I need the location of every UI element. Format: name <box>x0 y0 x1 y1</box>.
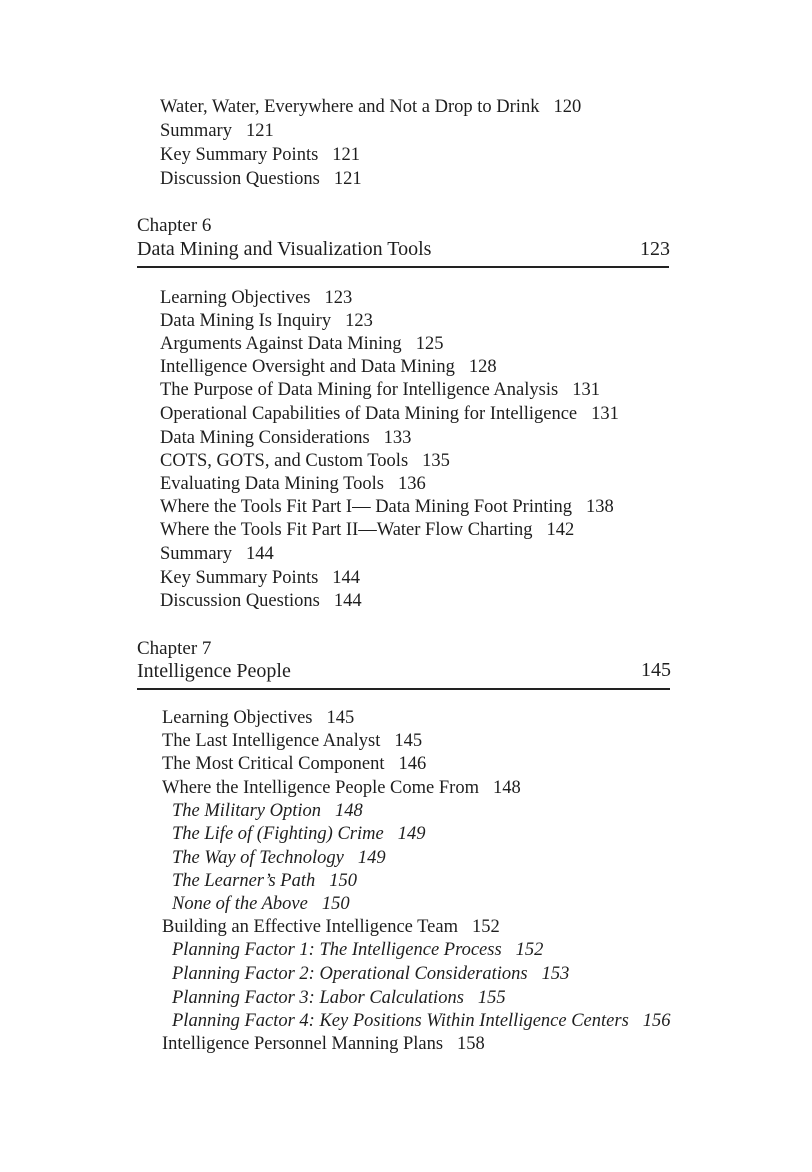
toc-entry <box>162 1033 485 1055</box>
toc-entry <box>160 519 574 541</box>
entry-page: 156 <box>642 1011 671 1031</box>
entry-title: The Purpose of Data Mining for Intelligence Analysis <box>160 380 559 400</box>
entry-page: 133 <box>383 428 412 448</box>
entry-page: 148 <box>335 801 363 821</box>
entry-page: 131 <box>572 380 600 400</box>
entry-page: 120 <box>553 97 582 117</box>
entry-title: Intelligence Oversight and Data Mining <box>160 357 455 377</box>
entry-title: Building an Effective Intelligence Team <box>162 917 458 937</box>
toc-entry <box>160 356 497 378</box>
toc-entry <box>160 144 360 166</box>
toc-entry <box>160 403 619 425</box>
entry-title: Summary <box>160 121 232 141</box>
entry-page: 150 <box>329 871 357 891</box>
entry-title: Key Summary Points <box>160 568 319 588</box>
entry-title: Discussion Questions <box>160 169 320 189</box>
entry-page: 153 <box>541 964 570 984</box>
entry-page: 123 <box>324 288 353 308</box>
toc-entry <box>162 753 426 775</box>
entry-page: 146 <box>398 754 427 774</box>
entry-page: 149 <box>397 824 426 844</box>
entry-title: The Last Intelligence Analyst <box>162 731 381 751</box>
entry-title: Arguments Against Data Mining <box>160 334 402 354</box>
entry-title: Data Mining Is Inquiry <box>160 311 332 331</box>
entry-title: Evaluating Data Mining Tools <box>160 474 384 494</box>
entry-title: Summary <box>160 544 232 564</box>
entry-page: 145 <box>326 708 355 728</box>
entry-title: Key Summary Points <box>160 145 319 165</box>
toc-subentry <box>172 847 386 869</box>
entry-title: Where the Tools Fit Part I— Data Mining Foot Printing <box>160 497 573 517</box>
toc-subentry <box>172 987 506 1009</box>
entry-page: 155 <box>477 988 506 1008</box>
entry-page: 138 <box>586 497 614 517</box>
toc-entry <box>160 120 274 142</box>
chapter-divider <box>137 266 669 268</box>
toc-entry <box>160 496 614 518</box>
toc-entry <box>160 287 352 309</box>
entry-title: The Life of (Fighting) Crime <box>172 824 384 844</box>
toc-entry <box>162 707 354 729</box>
entry-page: 149 <box>357 848 386 868</box>
entry-page: 150 <box>321 894 350 914</box>
entry-page: 121 <box>245 121 274 141</box>
entry-title: The Military Option <box>172 801 322 821</box>
toc-entry <box>160 427 411 449</box>
toc-entry <box>160 96 581 118</box>
entry-title: Where the Intelligence People Come From <box>162 778 479 798</box>
entry-title: Discussion Questions <box>160 591 320 611</box>
toc-subentry <box>172 893 350 915</box>
entry-page: 136 <box>397 474 426 494</box>
chapter-page: 123 <box>640 238 670 260</box>
entry-title: Data Mining Considerations <box>160 428 370 448</box>
entry-page: 144 <box>245 544 274 564</box>
entry-page: 142 <box>546 520 575 540</box>
entry-page: 121 <box>333 169 362 189</box>
entry-page: 144 <box>333 591 362 611</box>
entry-title: Learning Objectives <box>162 708 313 728</box>
entry-title: Where the Tools Fit Part II—Water Flow Charting <box>160 520 533 540</box>
toc-entry <box>160 473 426 495</box>
toc-entry <box>160 333 443 355</box>
entry-title: Planning Factor 1: The Intelligence Process <box>172 940 502 960</box>
entry-title: Planning Factor 2: Operational Considerations <box>172 964 528 984</box>
chapter-title: Data Mining and Visualization Tools <box>137 238 432 260</box>
entry-page: 152 <box>471 917 500 937</box>
entry-page: 135 <box>422 451 450 471</box>
entry-title: The Most Critical Component <box>162 754 385 774</box>
entry-title: Planning Factor 4: Key Positions Within Intelligence Centers <box>172 1011 629 1031</box>
entry-page: 158 <box>457 1034 485 1054</box>
entry-page: 152 <box>515 940 544 960</box>
toc-entry <box>160 310 373 332</box>
entry-page: 128 <box>468 357 497 377</box>
entry-title: Learning Objectives <box>160 288 311 308</box>
entry-page: 131 <box>591 404 619 424</box>
toc-subentry <box>172 1010 671 1032</box>
toc-subentry <box>172 870 357 892</box>
toc-entry <box>160 543 274 565</box>
entry-page: 121 <box>332 145 361 165</box>
chapter-label: Chapter 7 <box>137 638 212 659</box>
entry-page: 148 <box>492 778 521 798</box>
toc-subentry <box>172 939 543 961</box>
toc-entry <box>162 777 521 799</box>
toc-entry <box>160 590 362 612</box>
toc-entry <box>162 916 500 938</box>
toc-entry <box>162 730 422 752</box>
entry-title: The Way of Technology <box>172 848 344 868</box>
chapter-label: Chapter 6 <box>137 215 212 236</box>
entry-title: Intelligence Personnel Manning Plans <box>162 1034 444 1054</box>
toc-entry <box>160 567 360 589</box>
entry-title: None of the Above <box>172 894 308 914</box>
entry-title: COTS, GOTS, and Custom Tools <box>160 451 409 471</box>
entry-title: The Learner’s Path <box>172 871 316 891</box>
entry-page: 125 <box>415 334 444 354</box>
toc-subentry <box>172 823 425 845</box>
toc-subentry <box>172 963 569 985</box>
entry-page: 123 <box>345 311 373 331</box>
entry-page: 145 <box>394 731 423 751</box>
entry-title: Operational Capabilities of Data Mining for Intelligence <box>160 404 578 424</box>
toc-entry <box>160 450 450 472</box>
entry-page: 144 <box>332 568 361 588</box>
chapter-title: Intelligence People <box>137 660 291 682</box>
entry-title: Planning Factor 3: Labor Calculations <box>172 988 464 1008</box>
chapter-divider <box>137 688 670 690</box>
entry-title: Water, Water, Everywhere and Not a Drop to Drink <box>160 97 540 117</box>
toc-entry <box>160 379 600 401</box>
chapter-page: 145 <box>641 659 671 681</box>
toc-subentry <box>172 800 363 822</box>
toc-entry <box>160 168 362 190</box>
